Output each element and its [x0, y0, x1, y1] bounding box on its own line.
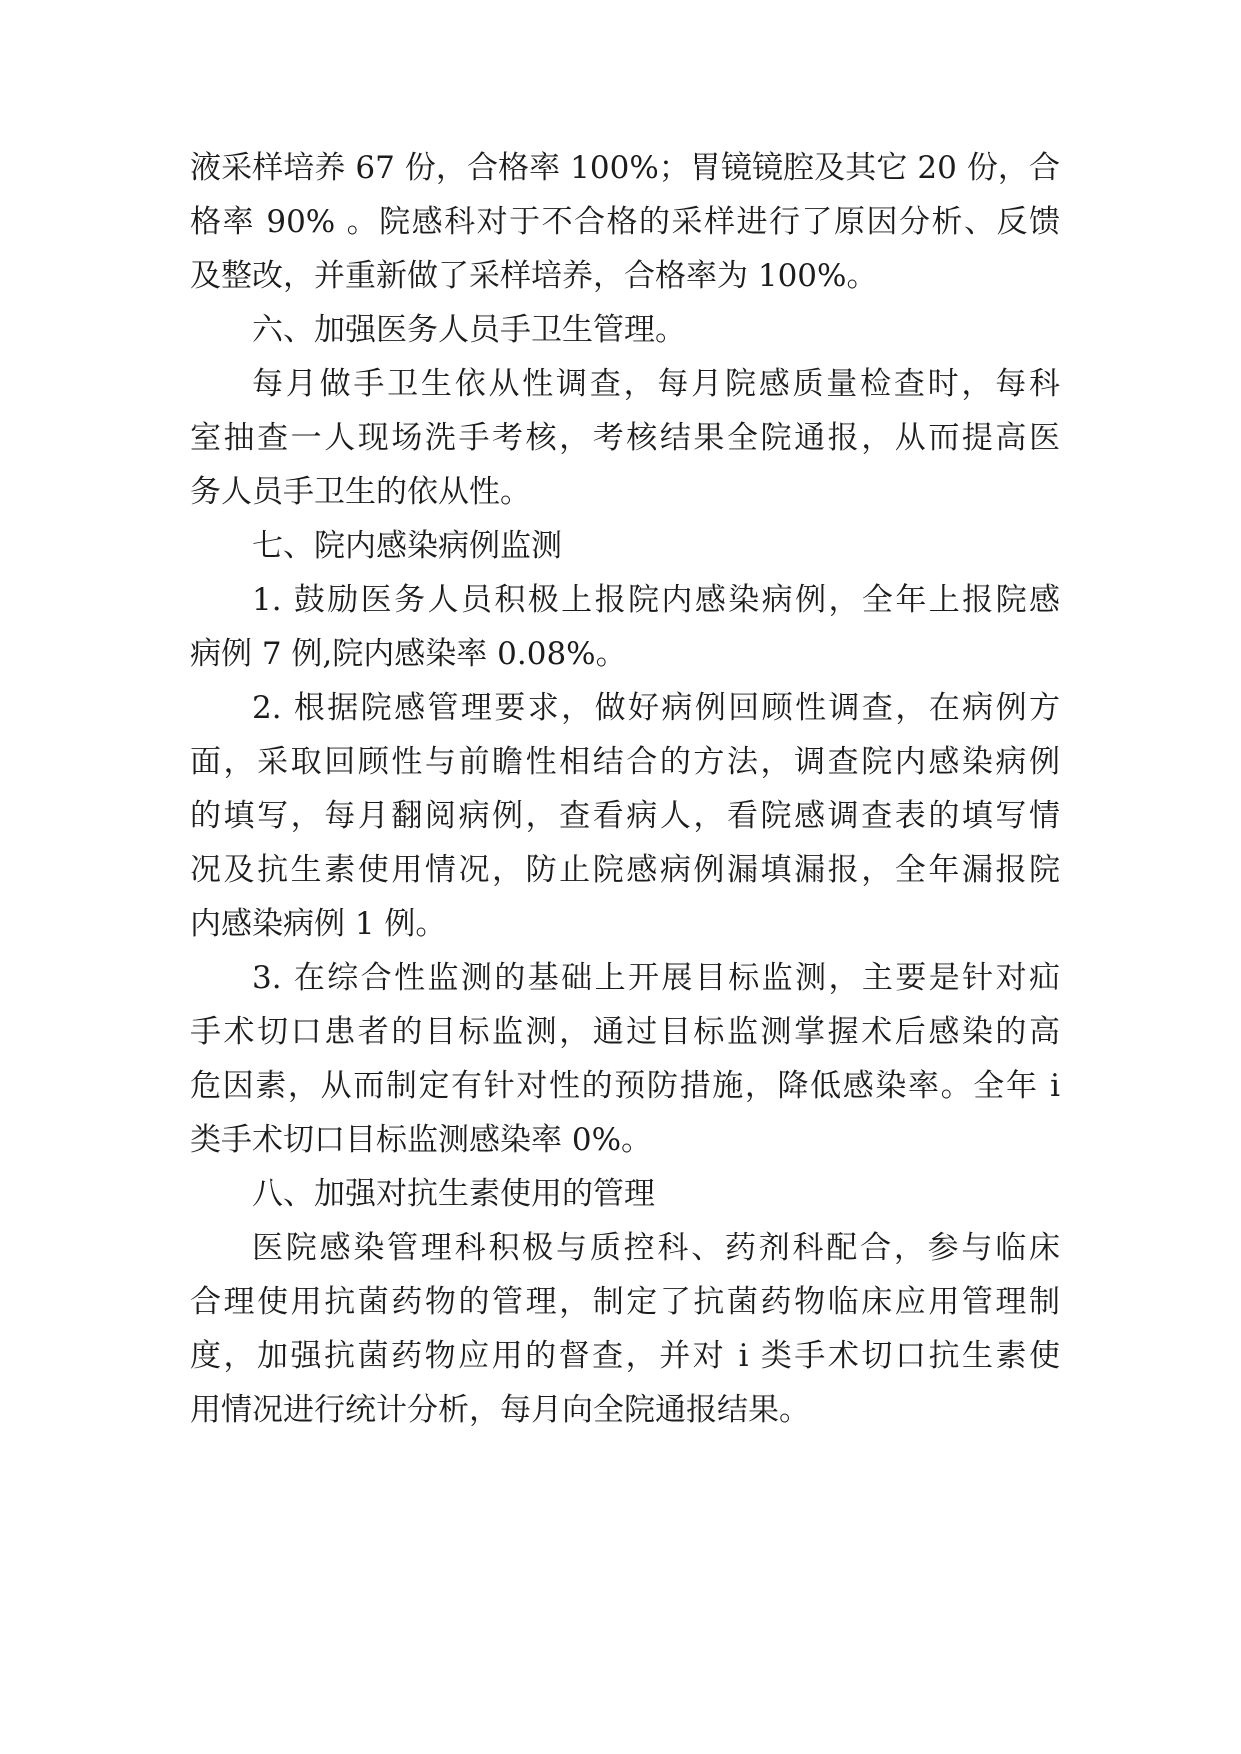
- text-line: 格率 90% 。院感科对于不合格的采样进行了原因分析、反馈: [190, 204, 1060, 240]
- text-line: 室抽查一人现场洗手考核，考核结果全院通报，从而提高医: [190, 420, 1060, 456]
- text-line: 度，加强抗菌药物应用的督查，并对 i 类手术切口抗生素使: [190, 1338, 1060, 1374]
- text-line: 病例 7 例,院内感染率 0.08%。: [190, 636, 627, 672]
- section-heading: 八、加强对抗生素使用的管理: [252, 1176, 655, 1212]
- text-line: 务人员手卫生的依从性。: [190, 474, 531, 510]
- text-line: 手术切口患者的目标监测，通过目标监测掌握术后感染的高: [190, 1014, 1060, 1050]
- text-line: 合理使用抗菌药物的管理，制定了抗菌药物临床应用管理制: [190, 1284, 1060, 1320]
- text-line: 每月做手卫生依从性调查，每月院感质量检查时，每科: [252, 366, 1060, 402]
- text-line: 液采样培养 67 份，合格率 100%；胃镜镜腔及其它 20 份，合: [190, 150, 1060, 186]
- text-line: 的填写，每月翻阅病例，查看病人，看院感调查表的填写情: [190, 798, 1060, 834]
- text-line: 用情况进行统计分析，每月向全院通报结果。: [190, 1392, 810, 1428]
- text-line: 况及抗生素使用情况，防止院感病例漏填漏报，全年漏报院: [190, 852, 1060, 888]
- text-line: 及整改，并重新做了采样培养，合格率为 100%。: [190, 258, 878, 294]
- text-line: 3. 在综合性监测的基础上开展目标监测，主要是针对疝: [252, 960, 1060, 996]
- text-line: 1. 鼓励医务人员积极上报院内感染病例，全年上报院感: [252, 582, 1060, 618]
- text-line: 内感染病例 1 例。: [190, 906, 447, 942]
- text-line: 医院感染管理科积极与质控科、药剂科配合，参与临床: [252, 1230, 1060, 1266]
- section-heading: 七、院内感染病例监测: [252, 528, 562, 564]
- text-line: 面，采取回顾性与前瞻性相结合的方法，调查院内感染病例: [190, 744, 1060, 780]
- text-line: 危因素，从而制定有针对性的预防措施，降低感染率。全年 i: [190, 1068, 1060, 1104]
- text-line: 类手术切口目标监测感染率 0%。: [190, 1122, 653, 1158]
- text-line: 2. 根据院感管理要求，做好病例回顾性调查，在病例方: [252, 690, 1060, 726]
- section-heading: 六、加强医务人员手卫生管理。: [252, 312, 686, 348]
